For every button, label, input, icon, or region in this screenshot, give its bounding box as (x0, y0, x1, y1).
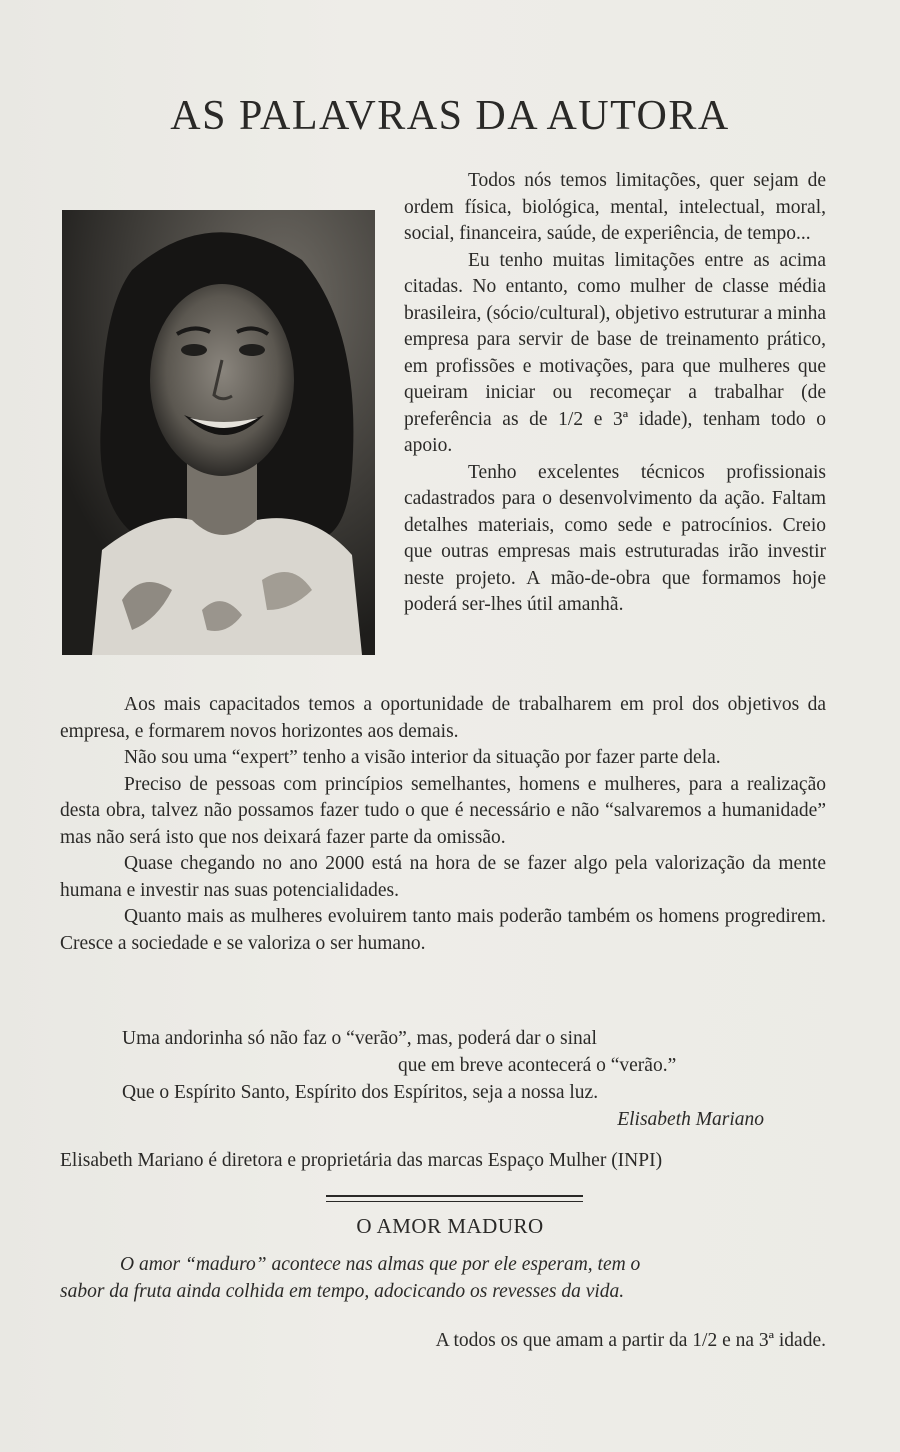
section-text-line: sabor da fruta ainda colhida em tempo, adocicando os revesses da vida. (60, 1281, 625, 1302)
dedication: A todos os que amam a partir da 1/2 e na 3ª idade. (435, 1330, 826, 1351)
paragraph: Quase chegando no ano 2000 está na hora de se fazer algo pela valorização da mente humana e investir nas suas potencialidades. (60, 853, 826, 901)
paragraph: Tenho excelentes técnicos profissionais cadastrados para o desenvolvimento da ação. Faltam detalhes materiais, como sede e patrocínios. Creio que outras empresas mais estruturadas irão investir neste projeto. A mão-de-obra que formamos hoje poderá ser-lhes útil amanhã. (404, 461, 826, 615)
section-text-line: O amor “maduro” acontece nas almas que por ele esperam, tem o (120, 1254, 641, 1275)
quote-line: que em breve acontecerá o “verão.” (398, 1055, 677, 1076)
paragraph: Todos nós temos limitações, quer sejam de ordem física, biológica, mental, intelectual, moral, social, financeira, saúde, de experiência, de tempo... (404, 170, 826, 244)
intro-column-text (404, 168, 826, 619)
paragraph: Eu tenho muitas limitações entre as acima citadas. No entanto, como mulher de classe média brasileira, (sócio/cultural), objetivo estruturar a minha empresa para servir de base de treinamento prático, em profissões e motivações, para que mulheres que queiram iniciar ou recomeçar a trabalhar (de preferência as de 1/2 e 3ª idade), tenham todo o apoio. (404, 249, 826, 456)
author-signature: Elisabeth Mariano (617, 1109, 764, 1130)
page-title: AS PALAVRAS DA AUTORA (170, 93, 730, 139)
paragraph: Quanto mais as mulheres evoluirem tanto mais poderão também os homens progredirem. Cresce a sociedade e se valoriza o ser humano. (60, 906, 826, 954)
paragraph: Preciso de pessoas com princípios semelhantes, homens e mulheres, para a realização desta obra, talvez não possamos fazer tudo o que é necessário e não “salvaremos a humanidade” mas não será isto que nos deixará fazer parte da omissão. (60, 773, 826, 848)
author-credit: Elisabeth Mariano é diretora e proprietária das marcas Espaço Mulher (INPI) (60, 1150, 663, 1171)
paragraph: Não sou uma “expert” tenho a visão interior da situação por fazer parte dela. (124, 747, 721, 768)
author-photo (62, 210, 375, 655)
closing-quote (122, 1025, 826, 1133)
quote-line: Uma andorinha só não faz o “verão”, mas, poderá dar o sinal (122, 1028, 597, 1049)
author-portrait-image (62, 210, 375, 655)
paragraph: Aos mais capacitados temos a oportunidade de trabalharem em prol dos objetivos da empresa, e formarem novos horizontes aos demais. (60, 694, 826, 742)
divider (326, 1195, 583, 1197)
quote-line: Que o Espírito Santo, Espírito dos Espíritos, seja a nossa luz. (122, 1082, 599, 1103)
section-title: O AMOR MADURO (356, 1214, 544, 1238)
divider (326, 1201, 583, 1202)
body-text (60, 692, 826, 957)
section-text (60, 1251, 828, 1305)
